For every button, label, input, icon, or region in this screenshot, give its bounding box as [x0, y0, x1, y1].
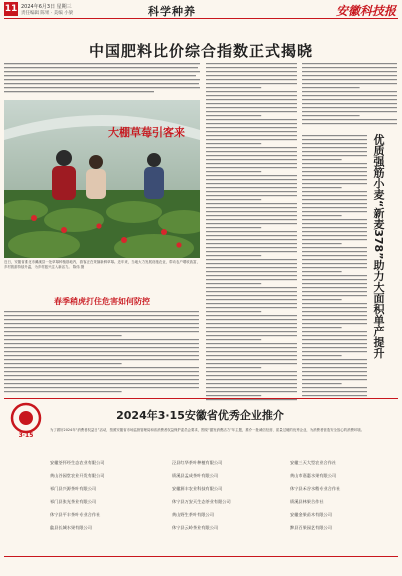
text-line [302, 87, 360, 88]
text-line [206, 167, 297, 168]
text-line [302, 239, 367, 240]
text-line [206, 199, 261, 200]
text-line [302, 383, 342, 384]
text-line [302, 291, 367, 292]
text-line [4, 327, 199, 328]
text-line [302, 207, 367, 208]
text-line [206, 339, 261, 340]
text-line [4, 363, 122, 364]
band-intro: 为了做好2024年“消费者权益日”活动，按照安徽省市场监督管理局和省消费者权益保护委员会要求，围绕“激发消费活力”年主题，推介一批诚信经营、质量过硬的优秀企业，为消费者营造安全放心的消费环境。 [50, 428, 365, 432]
text-line [302, 387, 367, 388]
text-line [206, 91, 297, 92]
text-line [302, 223, 367, 224]
text-line [206, 323, 297, 324]
text-line [206, 75, 297, 76]
text-line [302, 251, 367, 252]
text-line [206, 195, 297, 196]
text-line [206, 367, 261, 368]
text-line [302, 259, 367, 260]
text-line [302, 367, 367, 368]
text-line [206, 315, 297, 316]
text-line [206, 383, 297, 384]
text-line [302, 315, 367, 316]
text-line [302, 103, 397, 104]
text-lines [302, 62, 398, 128]
text-line [206, 343, 297, 344]
company-name: 黄山市嘉惠水果有限公司 [290, 473, 337, 478]
text-line [206, 259, 297, 260]
text-line [302, 139, 367, 140]
text-line [206, 179, 297, 180]
photo-credit: 陈伟 摄 [72, 265, 85, 269]
company-name: 祁门县张光茶业有限公司 [50, 499, 97, 504]
text-line [302, 283, 367, 284]
text-line [206, 67, 297, 68]
text-line [302, 99, 397, 100]
company-name: 休宁县云岭茶业有限公司 [172, 525, 219, 530]
text-line [302, 375, 367, 376]
article-body-left [4, 62, 200, 96]
text-line [206, 231, 297, 232]
company-name: 泾县红华茶叶种植有限公司 [172, 460, 223, 465]
editors: 责任编辑 陈果 · 美编 小梁 [21, 11, 74, 16]
text-line [302, 147, 367, 148]
text-line [206, 83, 297, 84]
text-line [302, 355, 342, 356]
text-line [206, 143, 261, 144]
text-line [206, 223, 297, 224]
text-line [206, 299, 297, 300]
text-line [206, 351, 297, 352]
text-line [206, 295, 297, 296]
text-lines [302, 134, 368, 400]
text-line [302, 163, 367, 164]
company-name: 休宁县平丰茶叶专业合作社 [50, 512, 101, 517]
company-name: 绩溪县林果合作社 [290, 499, 324, 504]
text-line [206, 327, 297, 328]
text-line [4, 371, 199, 372]
text-line [4, 367, 199, 368]
text-line [4, 379, 199, 380]
text-line [302, 227, 367, 228]
text-line [206, 175, 297, 176]
text-line [206, 159, 297, 160]
text-line [4, 315, 199, 316]
text-line [206, 283, 261, 284]
text-line [302, 267, 367, 268]
text-line [206, 155, 297, 156]
text-line [206, 119, 297, 120]
text-line [302, 191, 367, 192]
text-line [302, 319, 367, 320]
text-line [206, 303, 297, 304]
text-line [302, 323, 367, 324]
text-line [302, 263, 367, 264]
text-line [302, 295, 367, 296]
text-line [302, 155, 367, 156]
company-name: 安徽三天大型农业合作社 [290, 460, 337, 465]
text-line [206, 63, 297, 64]
text-line [206, 183, 297, 184]
text-line [302, 199, 367, 200]
text-line [4, 331, 199, 332]
text-line [206, 111, 297, 112]
text-line [206, 203, 297, 204]
text-line [206, 387, 297, 388]
text-line [206, 291, 297, 292]
text-line [206, 127, 297, 128]
text-line [302, 135, 367, 136]
text-line [4, 375, 199, 376]
text-line [206, 235, 297, 236]
text-line [302, 63, 397, 64]
text-line [302, 195, 367, 196]
text-line [4, 355, 199, 356]
company-name: 黄山谷园堂农业开发有限公司 [50, 473, 105, 478]
company-name: 黟县百果园艺有限公司 [290, 525, 332, 530]
text-line [4, 323, 199, 324]
section-title: 科学种养 [148, 5, 196, 18]
company-name: 绩溪县孟成茶叶有限公司 [172, 473, 219, 478]
text-line [4, 383, 199, 384]
text-line [302, 371, 367, 372]
text-line [302, 71, 397, 72]
text-line [206, 287, 297, 288]
text-line [4, 351, 199, 352]
text-line [4, 335, 122, 336]
article-body-mid [206, 62, 298, 402]
text-line [302, 331, 367, 332]
text-line [4, 343, 199, 344]
text-line [302, 151, 367, 152]
text-line [206, 359, 297, 360]
text-line [302, 255, 367, 256]
text-line [302, 187, 342, 188]
text-line [4, 319, 199, 320]
text-line [4, 359, 199, 360]
page-number: 11 [4, 4, 18, 14]
text-lines [206, 62, 298, 402]
text-line [206, 247, 297, 248]
text-line [302, 211, 367, 212]
text-line [302, 75, 397, 76]
text-line [302, 275, 367, 276]
text-line [302, 231, 367, 232]
text-line [302, 119, 397, 120]
text-line [302, 107, 397, 108]
band-title: 2024年3·15安徽省优秀企业推介 [116, 409, 284, 422]
text-line [302, 343, 367, 344]
text-line [206, 79, 297, 80]
text-line [302, 111, 397, 112]
text-line [206, 363, 297, 364]
text-line [302, 123, 397, 124]
text-line [206, 151, 297, 152]
text-line [302, 335, 367, 336]
text-lines [4, 62, 200, 96]
text-line [4, 391, 122, 392]
company-name: 黄山野生茶叶有限公司 [172, 512, 214, 517]
text-line [206, 191, 297, 192]
text-line [206, 163, 297, 164]
text-line [206, 95, 297, 96]
text-line [302, 91, 397, 92]
text-line [206, 87, 261, 88]
text-line [206, 371, 297, 372]
band-rule-bottom [4, 556, 398, 557]
text-line [302, 95, 397, 96]
text-line [302, 271, 342, 272]
text-line [206, 267, 297, 268]
text-line [302, 179, 367, 180]
text-line [302, 219, 367, 220]
text-line [206, 207, 297, 208]
text-line [206, 335, 297, 336]
sub-article-body [4, 310, 200, 396]
text-line [302, 311, 367, 312]
text-line [206, 115, 261, 116]
logo-315-text: 3·15 [18, 432, 34, 439]
text-line [206, 139, 297, 140]
text-line [302, 363, 367, 364]
text-line [206, 227, 261, 228]
text-line [302, 235, 367, 236]
text-line [206, 147, 297, 148]
text-line [302, 299, 342, 300]
text-line [302, 243, 342, 244]
consumer-day-logo [4, 400, 48, 440]
text-line [302, 167, 367, 168]
text-line [302, 279, 367, 280]
text-lines [4, 310, 200, 396]
text-line [206, 271, 297, 272]
photo-caption: 近日，安徽省淮北市濉溪县一处草莓种植基地内，游客正在采摘新鲜草莓。近年来，当地大力发展设施农业，带动农户增收致富，乡村旅游持续升温，为乡村振兴注入新活力。 陈伟 摄 [4, 260, 200, 269]
company-name: 休宁县万安天生态茶业有限公司 [172, 499, 231, 504]
text-line [206, 395, 261, 396]
text-line [4, 339, 199, 340]
text-line [302, 327, 342, 328]
text-line [206, 99, 297, 100]
text-line [206, 71, 297, 72]
text-line [302, 67, 397, 68]
sub-article-title: 春季稍虎打住危害如何防控 [54, 296, 150, 306]
photo-title: 大棚草莓引客来 [108, 126, 185, 139]
text-line [206, 135, 297, 136]
text-line [302, 83, 397, 84]
text-line [4, 347, 199, 348]
text-line [206, 171, 261, 172]
main-headline: 中国肥料比价综合指数正式揭晓 [88, 42, 313, 60]
band-rule-top [4, 398, 398, 399]
company-name: 安徽源丰农业科技有限公司 [172, 486, 223, 491]
text-line [206, 279, 297, 280]
text-line [302, 303, 367, 304]
text-line [302, 307, 367, 308]
text-line [206, 391, 297, 392]
text-line [302, 183, 367, 184]
text-line [206, 375, 297, 376]
text-line [206, 319, 297, 320]
text-line [206, 107, 297, 108]
text-line [302, 347, 367, 348]
company-name: 祁门县兴源茶叶有限公司 [50, 486, 97, 491]
text-line [302, 359, 367, 360]
text-line [206, 131, 297, 132]
header-rule [4, 18, 398, 19]
text-line [302, 287, 367, 288]
text-line [302, 395, 367, 396]
issue-date: 2024年6月3日 星期三 [21, 4, 72, 10]
text-line [206, 311, 261, 312]
text-line [4, 311, 199, 312]
text-line [206, 347, 297, 348]
newspaper-logo: 安徽科技报 [335, 4, 396, 18]
company-name: 安徽荃怀经生态农业有限公司 [50, 460, 105, 465]
text-line [302, 247, 367, 248]
right-article-body [302, 134, 368, 400]
text-line [206, 379, 297, 380]
text-line [206, 123, 297, 124]
company-name: 休宁县禾谷水稻专业合作社 [290, 486, 341, 491]
text-line [206, 331, 297, 332]
text-line [302, 115, 360, 116]
text-line [302, 159, 342, 160]
text-line [206, 255, 261, 256]
text-line [206, 263, 297, 264]
text-line [302, 79, 397, 80]
company-name: 安徽金果苗木有限公司 [290, 512, 332, 517]
text-line [206, 187, 297, 188]
text-line [206, 307, 297, 308]
text-line [302, 171, 367, 172]
text-line [206, 355, 297, 356]
text-line [206, 399, 297, 400]
text-line [302, 351, 367, 352]
right-vertical-headline: 优质强筋小麦“新麦378”助力大面积单产提升 [372, 134, 385, 359]
text-line [206, 103, 297, 104]
text-line [206, 275, 297, 276]
text-line [302, 339, 367, 340]
text-line [302, 143, 367, 144]
text-line [302, 391, 367, 392]
company-list [50, 460, 396, 550]
text-line [302, 215, 342, 216]
company-name: 歙县长城水果有限公司 [50, 525, 92, 530]
text-line [302, 379, 367, 380]
text-line [4, 387, 199, 388]
text-line [302, 203, 367, 204]
article-body-right [302, 62, 398, 128]
text-line [206, 243, 297, 244]
text-line [206, 219, 297, 220]
text-line [206, 251, 297, 252]
text-line [206, 215, 297, 216]
text-line [206, 239, 297, 240]
text-line [302, 175, 367, 176]
text-line [206, 211, 297, 212]
